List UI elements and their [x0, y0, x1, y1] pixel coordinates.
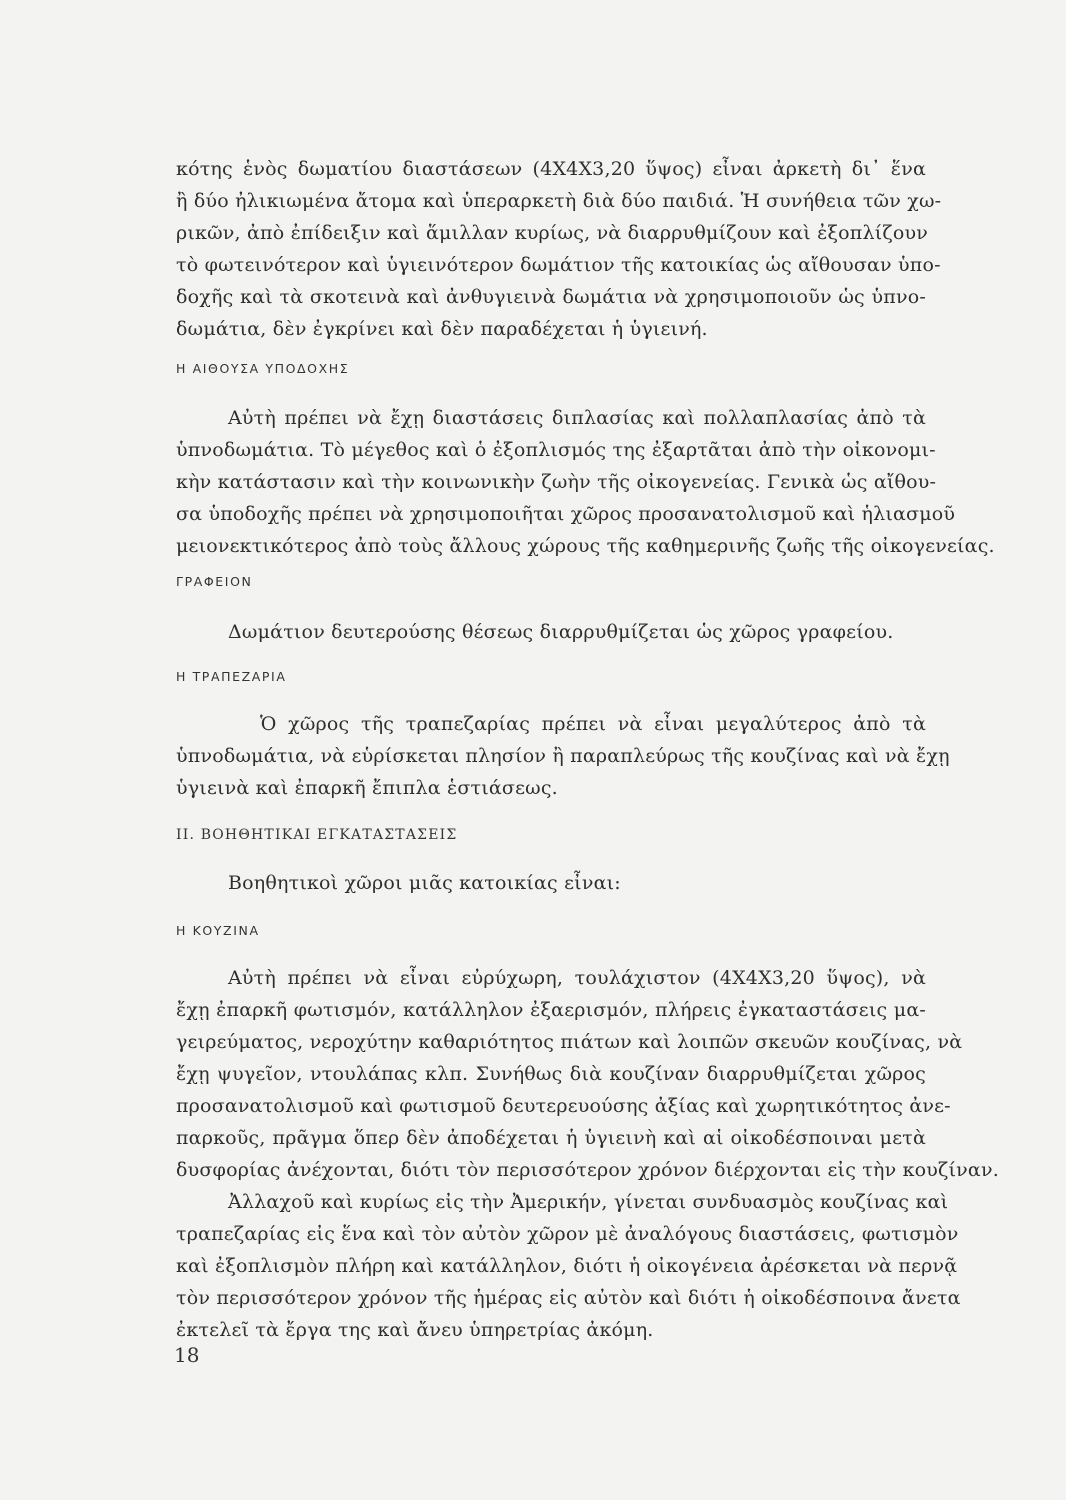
paragraph-line: γειρεύματος, νεροχύτην καθαριότητος πιάτων καὶ λοιπῶν σκευῶν κουζίνας, νὰ	[176, 1031, 963, 1053]
paragraph-line: ὑγιεινὰ καὶ ἐπαρκῆ ἔπιπλα ἑστιάσεως.	[176, 777, 558, 799]
section-heading-kouzina: Η ΚΟΥΖΙΝΑ	[176, 923, 260, 938]
paragraph-line: Αὐτὴ πρέπει νὰ εἶναι εὐρύχωρη, τουλάχιστον (4X4X3,20 ὕψος), νὰ	[228, 967, 926, 989]
paragraph-line: ἢ δύο ἠλικιωμένα ἄτομα καὶ ὑπεραρκετὴ διὰ δύο παιδιά. Ἡ συνήθεια τῶν χω-	[176, 190, 942, 212]
paragraph-line: τὸν περισσότερον χρόνον τῆς ἡμέρας εἰς αὐτὸν καὶ διότι ἡ οἰκοδέσποινα ἄνετα	[176, 1287, 961, 1309]
paragraph-line: ὑπνοδωμάτια. Τὸ μέγεθος καὶ ὁ ἐξοπλισμός της ἐξαρτᾶται ἀπὸ τὴν οἰκονομι-	[176, 439, 936, 461]
paragraph-line: ἔχῃ ἐπαρκῆ φωτισμόν, κατάλληλον ἐξαερισμόν, πλήρεις ἐγκαταστάσεις μα-	[176, 999, 926, 1021]
paragraph-line: δυσφορίας ἀνέχονται, διότι τὸν περισσότερον χρόνον διέρχονται εἰς τὴν κουζίναν.	[176, 1159, 999, 1181]
paragraph-line: κὴν κατάστασιν καὶ τὴν κοινωνικὴν ζωὴν τῆς οἰκογενείας. Γενικὰ ὡς αἴθου-	[176, 471, 937, 493]
paragraph-line: προσανατολισμοῦ καὶ φωτισμοῦ δευτερευούσης ἀξίας καὶ χωρητικότητος ἀνε-	[176, 1095, 951, 1117]
paragraph-line: παρκοῦς, πρᾶγμα ὅπερ δὲν ἀποδέχεται ἡ ὑγιεινὴ καὶ αἱ οἰκοδέσποιναι μετὰ	[176, 1127, 926, 1149]
paragraph-line: σα ὑποδοχῆς πρέπει νὰ χρησιμοποιῆται χῶρος προσανατολισμοῦ καὶ ἡλιασμοῦ	[176, 503, 956, 525]
paragraph-line: τὸ φωτεινότερον καὶ ὑγιεινότερον δωμάτιον τῆς κατοικίας ὡς αἴθουσαν ὑπο-	[176, 254, 941, 276]
page-number: 18	[174, 1343, 200, 1367]
section-heading-grafeion: ΓΡΑΦΕΙΟΝ	[176, 574, 253, 589]
paragraph-line: δωμάτια, δὲν ἐγκρίνει καὶ δὲν παραδέχεται ἡ ὑγιεινή.	[176, 318, 708, 340]
paragraph-line: καὶ ἐξοπλισμὸν πλήρη καὶ κατάλληλον, διότι ἡ οἰκογένεια ἀρέσκεται νὰ περνᾷ	[176, 1255, 958, 1277]
paragraph-line: τραπεζαρίας εἰς ἕνα καὶ τὸν αὐτὸν χῶρον μὲ ἀναλόγους διαστάσεις, φωτισμὸν	[176, 1223, 959, 1245]
paragraph-line: ἔχῃ ψυγεῖον, ντουλάπας κλπ. Συνήθως διὰ κουζίναν διαρρυθμίζεται χῶρος	[176, 1063, 926, 1085]
paragraph-line: ὑπνοδωμάτια, νὰ εὑρίσκεται πλησίον ἢ παραπλεύρως τῆς κουζίνας καὶ νὰ ἔχῃ	[176, 745, 950, 767]
paragraph-line: ἐκτελεῖ τὰ ἔργα της καὶ ἄνευ ὑπηρετρίας ἀκόμη.	[176, 1319, 654, 1341]
paragraph-line: δοχῆς καὶ τὰ σκοτεινὰ καὶ ἀνθυγιεινὰ δωμάτια νὰ χρησιμοποιοῦν ὡς ὑπνο-	[176, 286, 926, 308]
paragraph-line: Βοηθητικοὶ χῶροι μιᾶς κατοικίας εἶναι:	[228, 872, 621, 894]
paragraph-line: ρικῶν, ἀπὸ ἐπίδειξιν καὶ ἅμιλλαν κυρίως, νὰ διαρρυθμίζουν καὶ ἐξοπλίζουν	[176, 222, 929, 244]
paragraph-line: Ἀλλαχοῦ καὶ κυρίως εἰς τὴν Ἀμερικήν, γίνεται συνδυασμὸς κουζίνας καὶ	[228, 1191, 949, 1213]
paragraph-line: Ὁ χῶρος τῆς τραπεζαρίας πρέπει νὰ εἶναι μεγαλύτερος ἀπὸ τὰ	[260, 713, 926, 735]
section-heading-aithousa: Η ΑΙΘΟΥΣΑ ΥΠΟΔΟΧΗΣ	[176, 361, 350, 376]
paragraph-line: Δωμάτιον δευτερούσης θέσεως διαρρυθμίζεται ὡς χῶρος γραφείου.	[228, 621, 894, 643]
paragraph-line: κότης ἑνὸς δωματίου διαστάσεων (4X4X3,20 ὕψος) εἶναι ἀρκετὴ δι᾽ ἕνα	[176, 158, 926, 180]
paragraph-line: μειονεκτικότερος ἀπὸ τοὺς ἄλλους χώρους τῆς καθημερινῆς ζωῆς τῆς οἰκογενείας.	[176, 535, 995, 557]
section-title-boithitikai: ΙΙ. ΒΟΗΘΗΤΙΚΑΙ ΕΓΚΑΤΑΣΤΑΣΕΙΣ	[176, 827, 458, 843]
section-heading-trapezaria: Η ΤΡΑΠΕΖΑΡΙΑ	[176, 669, 287, 684]
paragraph-line: Αὐτὴ πρέπει νὰ ἔχῃ διαστάσεις διπλασίας καὶ πολλαπλασίας ἀπὸ τὰ	[228, 407, 926, 429]
